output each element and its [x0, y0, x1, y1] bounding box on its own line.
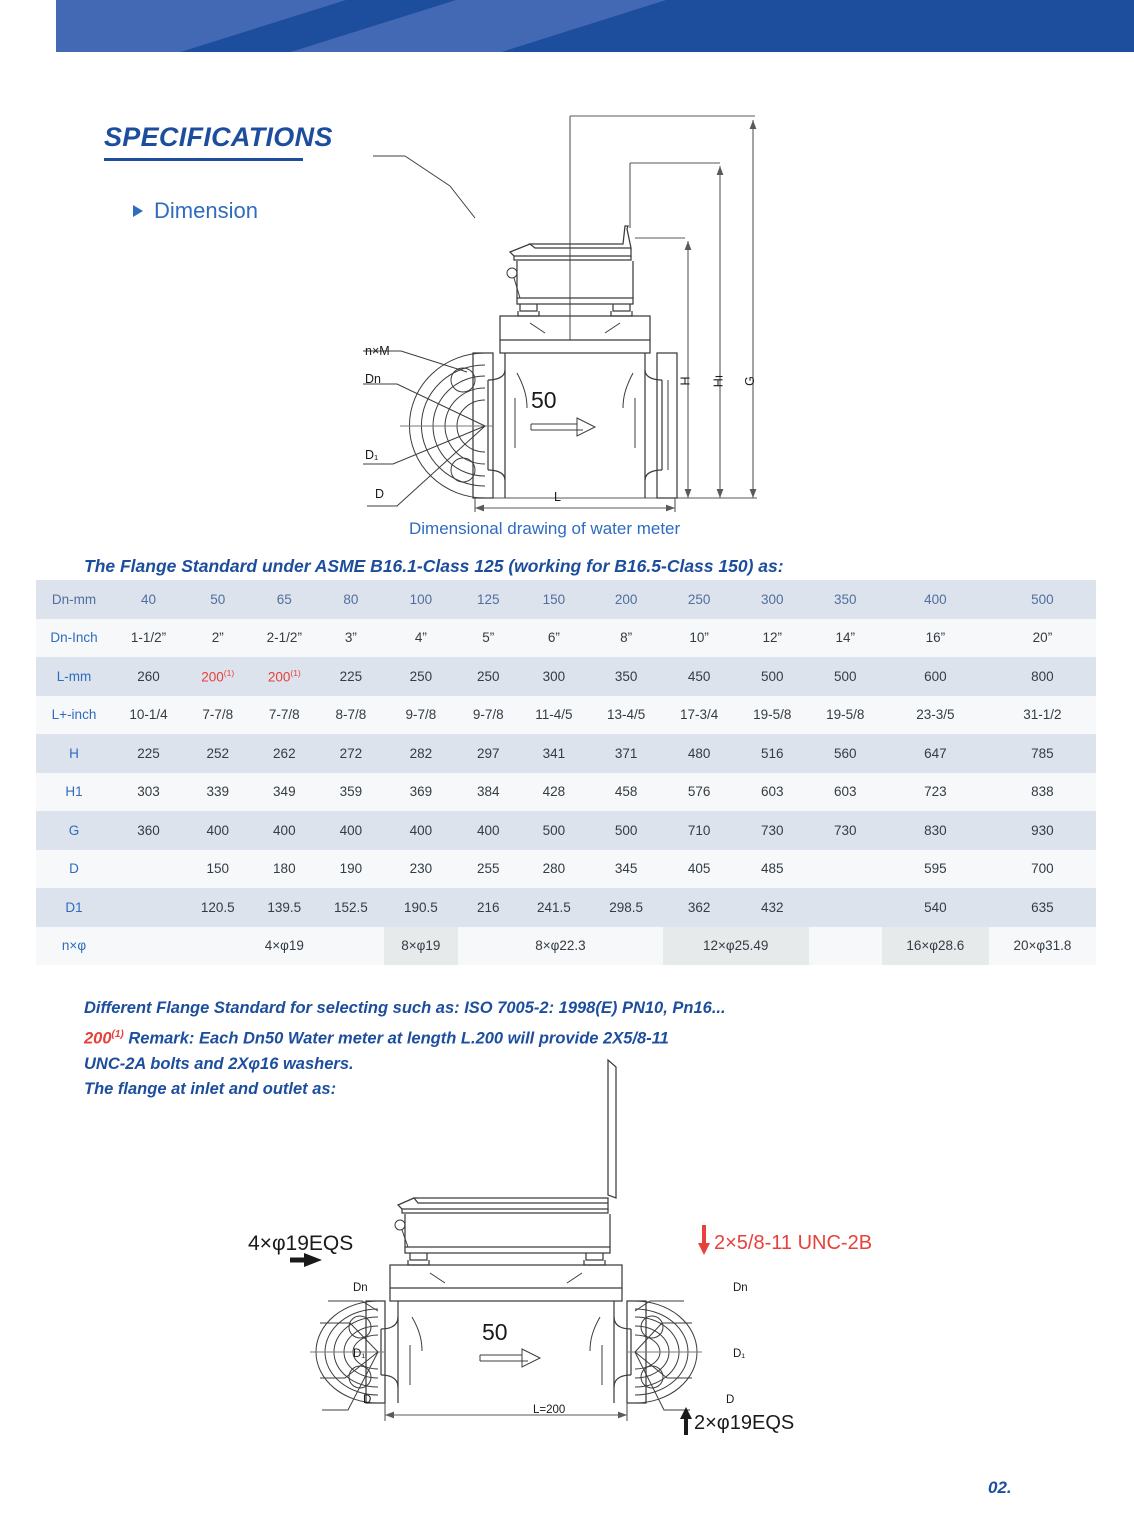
table-cell: 40 [112, 580, 185, 619]
table-cell [809, 888, 882, 927]
table-cell: 341 [518, 734, 589, 773]
table-cell: 350 [590, 657, 663, 696]
table-cell: 225 [318, 657, 383, 696]
table-cell: 200$^{(1)}$ [250, 657, 318, 696]
table-cell: 100 [384, 580, 459, 619]
bottom-label-D-right: D [726, 1394, 735, 1406]
remark-line-3: UNC-2A bolts and 2Xφ16 washers. [84, 1054, 354, 1073]
table-cell: 2-1/2” [250, 619, 318, 658]
table-cell: 730 [809, 811, 882, 850]
remark-red-200: 200 [84, 1029, 112, 1047]
table-cell: 241.5 [518, 888, 589, 927]
table-cell: 3” [318, 619, 383, 658]
table-cell: 710 [663, 811, 736, 850]
table-cell-nxphi: 8×φ22.3 [458, 927, 662, 966]
table-cell [112, 850, 185, 889]
table-cell: 4” [384, 619, 459, 658]
label-Dn: Dn [365, 372, 381, 386]
table-cell: 603 [736, 773, 809, 812]
table-cell: 500 [809, 657, 882, 696]
table-cell: 5” [458, 619, 518, 658]
table-row [36, 580, 1096, 619]
table-cell: 428 [518, 773, 589, 812]
label-L: L [554, 490, 561, 504]
table-cell: 400 [185, 811, 250, 850]
bottom-label-D1-right: D₁ [733, 1348, 746, 1360]
table-cell: 500 [518, 811, 589, 850]
table-cell: 595 [882, 850, 989, 889]
triangle-bullet-icon [133, 205, 143, 217]
table-cell-nxphi: 16×φ28.6 [882, 927, 989, 966]
table-cell: 400 [458, 811, 518, 850]
table-cell: 730 [736, 811, 809, 850]
table-cell: 6” [518, 619, 589, 658]
table-cell: 458 [590, 773, 663, 812]
table-cell-nxphi: 8×φ19 [384, 927, 459, 966]
size-marking-50-bottom: 50 [482, 1319, 508, 1345]
row-label-g: G [36, 811, 112, 850]
table-cell: 400 [318, 811, 383, 850]
table-cell: 400 [882, 580, 989, 619]
table-cell: 7-7/8 [185, 696, 250, 735]
table-cell: 9-7/8 [384, 696, 459, 735]
row-label-h1: H1 [36, 773, 112, 812]
row-label-l-inch: L+-inch [36, 696, 112, 735]
length-label-L200: L=200 [533, 1404, 566, 1416]
table-cell: 603 [809, 773, 882, 812]
table-cell: 190 [318, 850, 383, 889]
remark-line-2 [84, 1022, 984, 1052]
table-cell: 8” [590, 619, 663, 658]
table-row [36, 811, 1096, 850]
table-cell: 190.5 [384, 888, 459, 927]
dimension-arrow-G [750, 120, 757, 498]
table-cell: 8-7/8 [318, 696, 383, 735]
table-cell: 635 [989, 888, 1096, 927]
table-cell: 14” [809, 619, 882, 658]
table-cell: 600 [882, 657, 989, 696]
table-cell: 432 [736, 888, 809, 927]
table-cell: 9-7/8 [458, 696, 518, 735]
table-cell: 20” [989, 619, 1096, 658]
label-D1: D₁ [365, 448, 379, 462]
table-cell: 359 [318, 773, 383, 812]
left-flange-note: 4×φ19EQS [248, 1232, 354, 1255]
table-row [36, 657, 1096, 696]
table-row [36, 773, 1096, 812]
table-cell-nxphi: 12×φ25.49 [663, 927, 809, 966]
table-cell: 516 [736, 734, 809, 773]
table-cell: 800 [989, 657, 1096, 696]
table-cell: 350 [809, 580, 882, 619]
remark-red-superscript: (1) [111, 1028, 124, 1040]
table-cell: 384 [458, 773, 518, 812]
table-cell: 400 [384, 811, 459, 850]
table-cell: 2” [185, 619, 250, 658]
table-cell: 225 [112, 734, 185, 773]
table-cell-nxphi [809, 927, 882, 966]
table-cell: 647 [882, 734, 989, 773]
table-cell: 297 [458, 734, 518, 773]
table-row-nxphi [36, 927, 1096, 966]
row-label-l-mm: L-mm [36, 657, 112, 696]
remark-line-1: Different Flange Standard for selecting such as: ISO 7005-2: 1998(E) PN10, Pn16... [84, 999, 726, 1017]
up-arrow-icon [680, 1407, 692, 1435]
table-cell: 50 [185, 580, 250, 619]
table-cell: 838 [989, 773, 1096, 812]
page-number: 02. [988, 1478, 1012, 1497]
remark-line-4: The flange at inlet and outlet as: [84, 1080, 337, 1098]
table-cell: 369 [384, 773, 459, 812]
table-cell: 31-1/2 [989, 696, 1096, 735]
bottom-flange-note: 2×φ19EQS [694, 1412, 795, 1434]
table-cell: 930 [989, 811, 1096, 850]
table-cell: 255 [458, 850, 518, 889]
table-cell: 405 [663, 850, 736, 889]
table-cell: 345 [590, 850, 663, 889]
table-cell: 200$^{(1)}$ [185, 657, 250, 696]
table-cell: 723 [882, 773, 989, 812]
label-D: D [375, 487, 385, 501]
table-cell [112, 888, 185, 927]
table-cell: 11-4/5 [518, 696, 589, 735]
dimension-arrow-L200 [385, 1403, 627, 1421]
table-cell: 450 [663, 657, 736, 696]
table-cell: 150 [185, 850, 250, 889]
dimension-arrow-H1 [717, 166, 724, 498]
table-cell: 10” [663, 619, 736, 658]
table-cell: 250 [384, 657, 459, 696]
table-cell [809, 850, 882, 889]
table-cell: 250 [663, 580, 736, 619]
flange-face-circles [409, 353, 485, 498]
table-cell: 180 [250, 850, 318, 889]
flow-arrow-icon-bottom [480, 1349, 540, 1367]
subsection-label: Dimension [154, 198, 258, 223]
flange-inlet-outlet-drawing [290, 1055, 910, 1455]
table-cell: 500 [989, 580, 1096, 619]
page-title-underline [104, 158, 303, 161]
row-label-d1: D1 [36, 888, 112, 927]
table-cell: 300 [736, 580, 809, 619]
table-cell: 7-7/8 [250, 696, 318, 735]
table-cell: 339 [185, 773, 250, 812]
table-cell: 19-5/8 [736, 696, 809, 735]
red-down-arrow-icon [698, 1225, 710, 1255]
row-label-h: H [36, 734, 112, 773]
label-H: H [678, 376, 693, 386]
drawing-caption: Dimensional drawing of water meter [409, 519, 681, 538]
bottom-label-Dn-left: Dn [353, 1282, 368, 1294]
table-row [36, 734, 1096, 773]
table-cell: 349 [250, 773, 318, 812]
table-cell: 830 [882, 811, 989, 850]
table-cell: 272 [318, 734, 383, 773]
table-row [36, 850, 1096, 889]
bottom-label-D1-left: D₁ [353, 1348, 366, 1360]
table-cell: 19-5/8 [809, 696, 882, 735]
table-cell: 500 [590, 811, 663, 850]
flow-arrow-icon [531, 418, 595, 436]
table-cell: 139.5 [250, 888, 318, 927]
size-marking-50: 50 [531, 387, 557, 413]
table-row [36, 888, 1096, 927]
flange-standard-table [36, 580, 1096, 965]
table-cell: 120.5 [185, 888, 250, 927]
table-row [36, 696, 1096, 735]
table-cell: 400 [250, 811, 318, 850]
bottom-label-D-left: D [363, 1394, 372, 1406]
table-cell-nxphi [112, 927, 185, 966]
table-cell-nxphi: 20×φ31.8 [989, 927, 1096, 966]
table-cell: 480 [663, 734, 736, 773]
label-H1: Hı [711, 374, 726, 388]
row-label-dn-mm: Dn-mm [36, 580, 112, 619]
label-n-x-M: n×M [365, 344, 390, 358]
table-cell: 250 [458, 657, 518, 696]
table-row [36, 619, 1096, 658]
dimension-arrow-L [475, 498, 675, 512]
table-cell: 540 [882, 888, 989, 927]
table-cell: 125 [458, 580, 518, 619]
dimension-arrow-H [685, 241, 692, 498]
table-cell: 500 [736, 657, 809, 696]
remark-line-2-rest: Remark: Each Dn50 Water meter at length L.200 will provide 2X5/8-11 [123, 1029, 669, 1047]
table-cell: 282 [384, 734, 459, 773]
table-cell: 362 [663, 888, 736, 927]
bottom-label-Dn-right: Dn [733, 1282, 748, 1294]
table-cell: 10-1/4 [112, 696, 185, 735]
table-cell: 260 [112, 657, 185, 696]
page-title: SPECIFICATIONS [104, 122, 333, 152]
page-header-banner [56, 0, 1134, 52]
table-body [36, 580, 1096, 965]
table-cell: 262 [250, 734, 318, 773]
table-cell-nxphi: 4×φ19 [185, 927, 384, 966]
subsection-dimension [133, 198, 258, 224]
table-cell: 360 [112, 811, 185, 850]
table-cell: 16” [882, 619, 989, 658]
table-cell: 65 [250, 580, 318, 619]
table-cell: 17-3/4 [663, 696, 736, 735]
row-label-nxphi: n×φ [36, 927, 112, 966]
table-cell: 230 [384, 850, 459, 889]
table-cell: 12” [736, 619, 809, 658]
table-cell: 576 [663, 773, 736, 812]
table-cell: 152.5 [318, 888, 383, 927]
table-cell: 785 [989, 734, 1096, 773]
row-label-d: D [36, 850, 112, 889]
table-cell: 298.5 [590, 888, 663, 927]
table-cell: 80 [318, 580, 383, 619]
table-cell: 13-4/5 [590, 696, 663, 735]
table-cell: 200 [590, 580, 663, 619]
water-meter-dimensional-drawing [345, 108, 775, 518]
table-cell: 560 [809, 734, 882, 773]
table-heading: The Flange Standard under ASME B16.1-Class 125 (working for B16.5-Class 150) as: [84, 556, 784, 576]
table-cell: 216 [458, 888, 518, 927]
table-cell: 280 [518, 850, 589, 889]
table-cell: 252 [185, 734, 250, 773]
table-cell: 300 [518, 657, 589, 696]
label-G: G [742, 376, 757, 386]
table-cell: 1-1/2” [112, 619, 185, 658]
table-cell: 485 [736, 850, 809, 889]
table-cell: 150 [518, 580, 589, 619]
table-cell: 303 [112, 773, 185, 812]
right-flange-note: 2×5/8-11 UNC-2B [714, 1232, 873, 1254]
table-cell: 23-3/5 [882, 696, 989, 735]
table-cell: 371 [590, 734, 663, 773]
table-cell: 700 [989, 850, 1096, 889]
row-label-dn-inch: Dn-Inch [36, 619, 112, 658]
